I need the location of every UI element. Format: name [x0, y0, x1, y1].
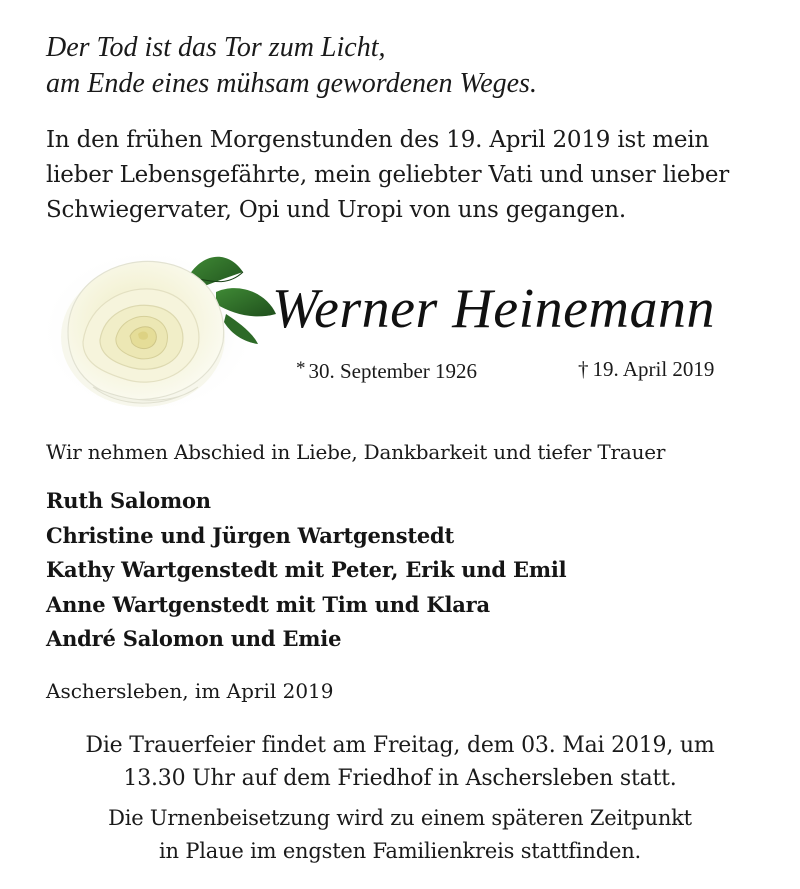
motto-line: Der Tod ist das Tor zum Licht, [46, 32, 386, 63]
mourner-name: Kathy Wartgenstedt mit Peter, Erik und Emil [46, 557, 567, 582]
mourner-list [46, 484, 566, 657]
death-symbol: † [578, 357, 589, 381]
death-date-value: 19. April 2019 [592, 357, 715, 381]
urn-burial-info [20, 802, 780, 868]
mourner-name: Anne Wartgenstedt mit Tim und Klara [46, 591, 490, 617]
death-date [578, 356, 714, 382]
birth-date-value: 30. September 1926 [308, 359, 478, 383]
farewell-line: Wir nehmen Abschied in Liebe, Dankbarkeit und tiefer Trauer [46, 440, 666, 464]
deceased-name: Werner Heinemann [272, 278, 715, 340]
ceremony-line: 13.30 Uhr auf dem Friedhof in Aschersleben statt. [123, 766, 677, 791]
motto-line: am Ende eines mühsam gewordenen Weges. [46, 68, 537, 99]
intro-line: In den frühen Morgenstunden des 19. April 2019 ist mein [46, 127, 710, 153]
mourner-name: André Salomon und Emie [46, 626, 342, 651]
intro-text [46, 123, 781, 228]
place-and-date: Aschersleben, im April 2019 [46, 679, 334, 703]
motto-quote [46, 30, 537, 102]
intro-line: lieber Lebensgefährte, mein geliebter Vati und unser lieber [46, 162, 730, 188]
intro-line: Schwiegervater, Opi und Uropi von uns gegangen. [46, 197, 626, 223]
white-rose-image [38, 222, 278, 422]
birth-date [296, 356, 477, 384]
mourner-name: Christine und Jürgen Wartgenstedt [46, 522, 454, 548]
burial-line: Die Urnenbeisetzung wird zu einem späteren Zeitpunkt [108, 806, 692, 830]
ceremony-line: Die Trauerfeier findet am Freitag, dem 03. Mai 2019, um [85, 733, 715, 758]
birth-symbol: * [296, 358, 306, 379]
burial-line: in Plaue im engsten Familienkreis stattfinden. [159, 839, 641, 863]
mourner-name: Ruth Salomon [46, 488, 211, 513]
funeral-ceremony-info [20, 729, 780, 795]
